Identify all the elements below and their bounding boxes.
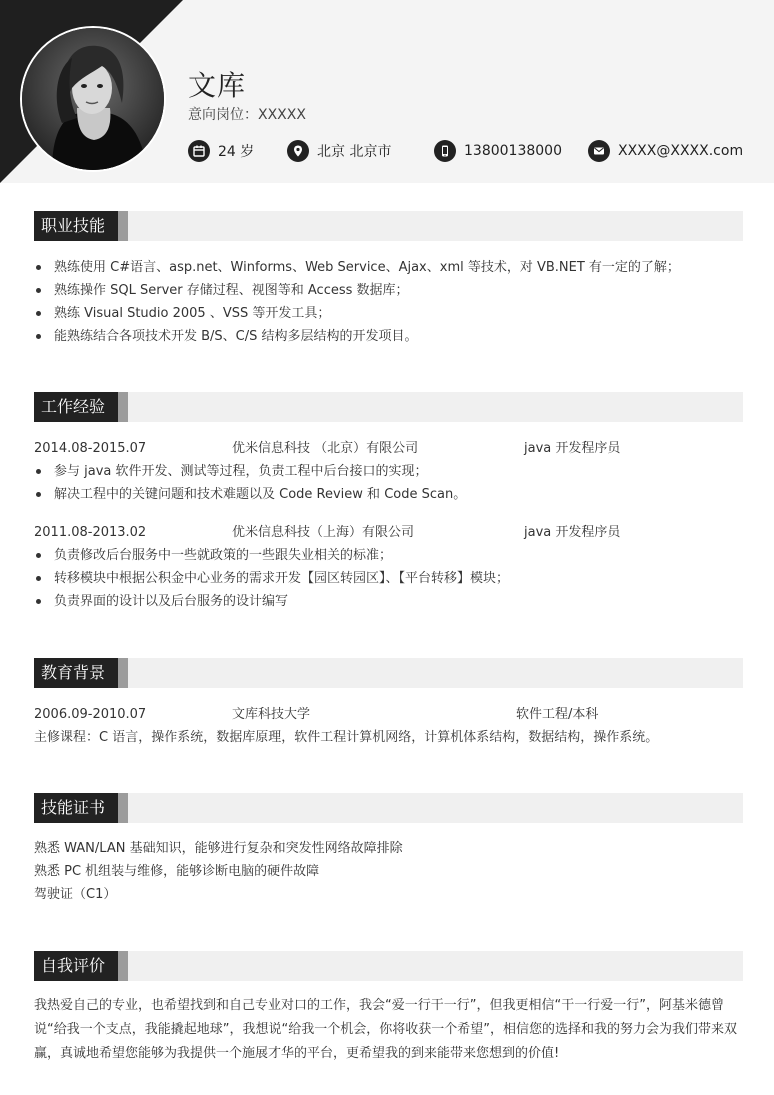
section-title: 工作经验 [34, 392, 118, 422]
avatar [20, 26, 166, 172]
self-evaluation-text: 我热爱自己的专业，也希望找到和自己专业对口的工作，我会“爱一行干一行”，但我更相信“干一行爱一行”，阿基米德曾说“给我一个支点，我能撬起地球”，我想说“给我一个机会，你将收获一个希望”，相信您的选择和我的努力会为我们带来双赢，真诚地希望您能够为我提供一个施展才华的平台，更希望我的到来能带来您想到的价值! [34, 998, 737, 1061]
location-pin-icon [287, 140, 309, 162]
work-job-1 [34, 437, 744, 506]
section-accent [118, 793, 128, 823]
contact-age [188, 139, 254, 163]
contact-phone [434, 139, 562, 163]
job-row [34, 437, 744, 460]
list-item: 负责修改后台服务中一些就政策的一些跟失业相关的标准； [34, 544, 744, 567]
education-row [34, 703, 744, 726]
certificate-item: 驾驶证（C1） [34, 887, 117, 902]
skills-list [34, 256, 744, 348]
list-item: 熟练使用 C#语言、asp.net、Winforms、Web Service、Ajax、xml 等技术，对 VB.NET 有一定的了解； [34, 256, 744, 279]
portrait-photo [22, 28, 164, 170]
email-icon [588, 140, 610, 162]
self-evaluation-content [34, 994, 742, 1066]
job-role: java 开发程序员 [524, 525, 621, 540]
work-job-2 [34, 521, 744, 613]
list-item: 参与 java 软件开发、测试等过程，负责工程中后台接口的实现； [34, 460, 744, 483]
section-header-skills [34, 211, 743, 241]
list-item: 解决工程中的关键问题和技术难题以及 Code Review 和 Code Scan。 [34, 483, 744, 506]
section-header-education [34, 658, 743, 688]
certificates-content [34, 837, 744, 906]
list-item: 负责界面的设计以及后台服务的设计编写 [34, 590, 744, 613]
job-period: 2011.08-2013.02 [34, 525, 147, 540]
section-header-certificates [34, 793, 743, 823]
job-company: 优米信息科技 （北京）有限公司 [232, 441, 419, 456]
job-company: 优米信息科技（上海）有限公司 [232, 525, 415, 540]
job-role: java 开发程序员 [524, 441, 621, 456]
section-accent [118, 658, 128, 688]
section-title: 自我评价 [34, 951, 118, 981]
phone-icon [434, 140, 456, 162]
certificate-item: 熟悉 WAN/LAN 基础知识，能够进行复杂和突发性网络故障排除 [34, 841, 403, 856]
section-accent [118, 951, 128, 981]
list-item: 熟练 Visual Studio 2005 、VSS 等开发工具； [34, 302, 744, 325]
certificate-item: 熟悉 PC 机组装与维修，能够诊断电脑的硬件故障 [34, 864, 320, 879]
education-period: 2006.09-2010.07 [34, 707, 147, 722]
school-name: 文库科技大学 [232, 707, 311, 722]
section-header-self-evaluation [34, 951, 743, 981]
list-item: 熟练操作 SQL Server 存储过程、视图等和 Access 数据库； [34, 279, 744, 302]
resume-header [0, 0, 774, 183]
job-row [34, 521, 744, 544]
major: 软件工程/本科 [516, 707, 599, 722]
contact-location [287, 139, 391, 163]
section-header-work [34, 392, 743, 422]
contact-email [588, 139, 743, 163]
section-title: 教育背景 [34, 658, 118, 688]
job-period: 2014.08-2015.07 [34, 441, 147, 456]
target-position: 意向岗位：XXXXX [188, 107, 306, 123]
contact-info [188, 139, 768, 163]
courses: 主修课程：C 语言，操作系统，数据库原理，软件工程计算机网络，计算机体系结构，数据结构，操作系统。 [34, 730, 659, 745]
job-duties [34, 460, 744, 506]
skills-content [34, 256, 744, 348]
location-text: 北京 北京市 [317, 144, 392, 160]
section-title: 技能证书 [34, 793, 118, 823]
section-title: 职业技能 [34, 211, 118, 241]
list-item: 能熟练结合各项技术开发 B/S、C/S 结构多层结构的开发项目。 [34, 325, 744, 348]
calendar-icon [188, 140, 210, 162]
section-accent [118, 392, 128, 422]
job-duties [34, 544, 744, 613]
email-text: XXXX@XXXX.com [618, 143, 744, 159]
phone-text: 13800138000 [464, 143, 562, 159]
list-item: 转移模块中根据公积金中心业务的需求开发【园区转园区】、【平台转移】模块； [34, 567, 744, 590]
section-accent [118, 211, 128, 241]
education-content [34, 703, 744, 749]
candidate-name: 文库 [188, 69, 247, 102]
age-text: 24 岁 [218, 144, 255, 160]
